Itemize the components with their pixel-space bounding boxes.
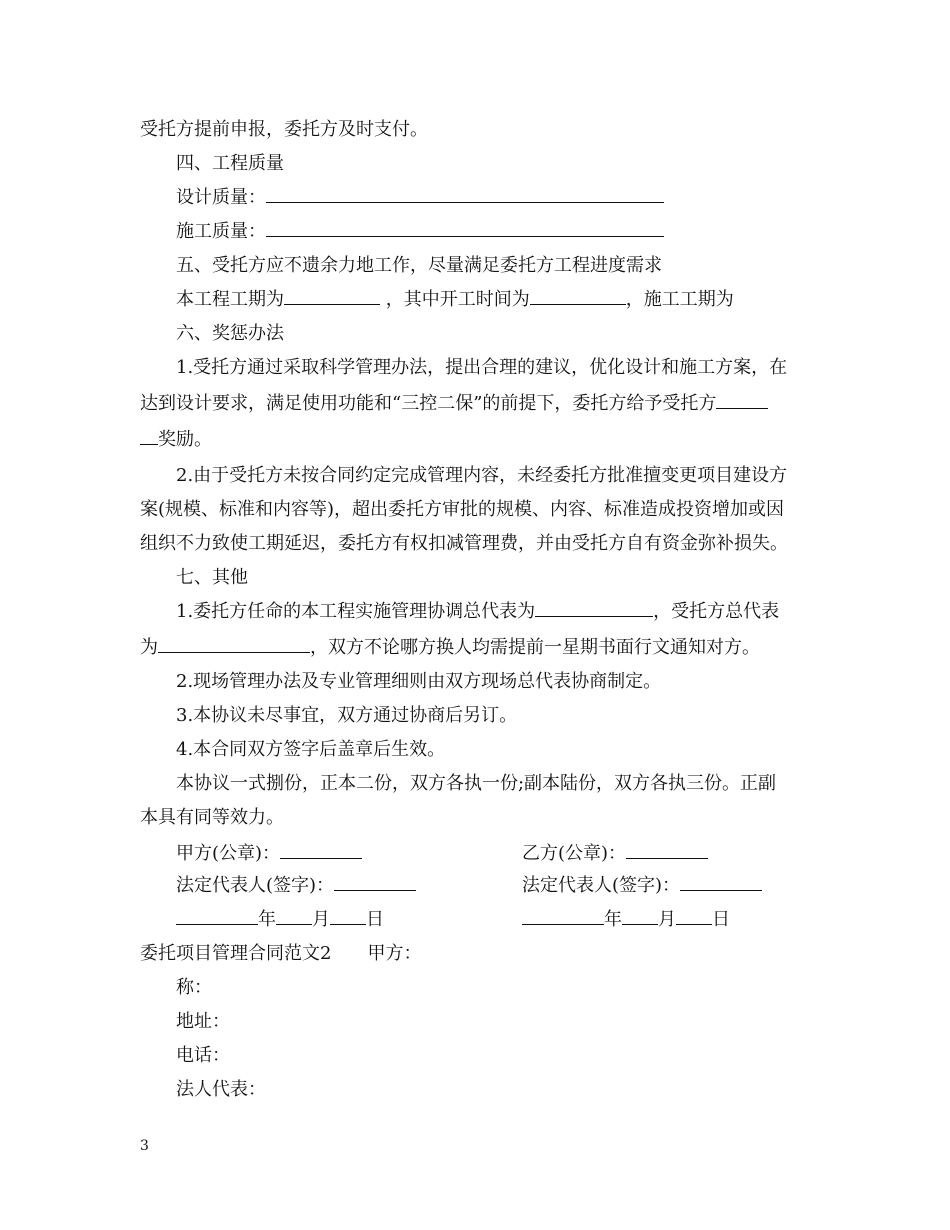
copies-line-1: 本协议一式捌份，正本二份，双方各执一份;副本陆份，双方各执三份。正副 (176, 773, 777, 794)
reward-clause-1-line-3 (140, 426, 212, 454)
other-clause-1-text: 1.委托方任命的本工程实施管理协调总代表为 (176, 601, 536, 622)
party-b-month-blank (622, 906, 658, 925)
party-a-blank (280, 840, 362, 859)
next-contract-heading (140, 940, 421, 968)
schedule-label: 本工程工期为 (176, 289, 284, 310)
reward-blank-continued (140, 426, 158, 445)
design-quality-line (176, 184, 664, 212)
design-quality-label: 设计质量： (176, 187, 266, 208)
party-b-rep (522, 872, 762, 900)
party-a-rep (176, 872, 416, 900)
other-clause-3: 3.本协议未尽事宜，双方通过协商后另订。 (176, 705, 518, 726)
reward-clause-2-line-1: 2.由于受托方未按合同约定完成管理内容，未经委托方批准擅变更项目建设方 (176, 465, 788, 486)
party-b-day-label: 日 (712, 909, 730, 930)
party-a-year-blank (176, 906, 258, 925)
page-number: 3 (140, 1138, 149, 1154)
start-blank (530, 286, 626, 305)
principal-rep-blank (535, 598, 653, 617)
heading-rewards: 六、奖惩办法 (176, 323, 284, 344)
party-b-rep-blank (680, 872, 762, 891)
party-a-rep-label: 法定代表人(签字)： (176, 875, 335, 896)
party-b-year-blank (522, 906, 604, 925)
heading-other: 七、其他 (176, 567, 248, 588)
start-label: ，其中开工时间为 (385, 289, 530, 310)
reward-clause-2-line-3: 组织不力致使工期延迟，委托方有权扣减管理费，并由受托方自有资金弥补损失。 (140, 533, 788, 554)
phone-field-label: 电话： (176, 1045, 230, 1066)
legal-rep-field-label: 法人代表： (176, 1079, 266, 1100)
reward-clause-2-line-2: 案(规模、标准和内容等)，超出委托方审批的规模、内容、标准造成投资增加或因 (140, 499, 785, 520)
other-clause-1-for: 为 (140, 637, 158, 658)
construction-period-label: ，施工工期为 (625, 289, 734, 310)
trustee-rep-blank (158, 634, 310, 653)
party-a-month-label: 月 (312, 909, 330, 930)
heading-progress: 五、受托方应不遗余力地工作，尽量满足委托方工程进度需求 (176, 255, 662, 276)
schedule-blank (284, 286, 380, 305)
copies-line-2: 本具有同等效力。 (140, 807, 284, 828)
design-quality-blank (266, 184, 664, 203)
party-a-label: 甲方(公章)： (176, 843, 281, 864)
trustee-rep-label: ，受托方总代表 (653, 601, 780, 622)
schedule-line (176, 286, 734, 314)
next-contract-title: 委托项目管理合同范文2 (140, 943, 332, 964)
party-a-month-blank (276, 906, 312, 925)
party-a-day-label: 日 (366, 909, 384, 930)
reward-clause-1-text: 达到设计要求，满足使用功能和“三控二保”的前提下，委托方给予受托方 (140, 393, 717, 414)
reward-clause-1-line-2 (140, 390, 768, 418)
reward-clause-1-line-1: 1.受托方通过采取科学管理办法，提出合理的建议，优化设计和施工方案，在 (176, 357, 788, 378)
address-field-label: 地址： (176, 1011, 230, 1032)
heading-quality: 四、工程质量 (176, 153, 284, 174)
name-field-label: 称： (176, 977, 212, 998)
party-b-seal (522, 840, 708, 868)
party-b-rep-label: 法定代表人(签字)： (522, 875, 681, 896)
construction-quality-line (176, 218, 664, 246)
other-clause-1-line-2 (140, 634, 760, 662)
party-b-date (522, 906, 730, 934)
party-b-month-label: 月 (658, 909, 676, 930)
other-clause-2: 2.现场管理办法及专业管理细则由双方现场总代表协商制定。 (176, 671, 662, 692)
next-contract-party-a: 甲方： (367, 943, 422, 964)
party-a-date (176, 906, 384, 934)
reward-clause-1-end: 奖励。 (158, 429, 212, 450)
party-a-rep-blank (334, 872, 416, 891)
party-b-blank (626, 840, 708, 859)
other-clause-4: 4.本合同双方签字后盖章后生效。 (176, 739, 446, 760)
party-b-label: 乙方(公章)： (522, 843, 627, 864)
other-clause-1-end: ，双方不论哪方换人均需提前一星期书面行文通知对方。 (310, 637, 760, 658)
party-b-year-label: 年 (604, 909, 622, 930)
party-a-day-blank (330, 906, 366, 925)
party-a-seal (176, 840, 362, 868)
paragraph-payment: 受托方提前申报，委托方及时支付。 (140, 119, 428, 140)
reward-blank (716, 390, 768, 409)
party-b-day-blank (676, 906, 712, 925)
construction-quality-blank (266, 218, 664, 237)
other-clause-1-line-1 (176, 598, 779, 626)
construction-quality-label: 施工质量： (176, 221, 266, 242)
party-a-year-label: 年 (258, 909, 276, 930)
